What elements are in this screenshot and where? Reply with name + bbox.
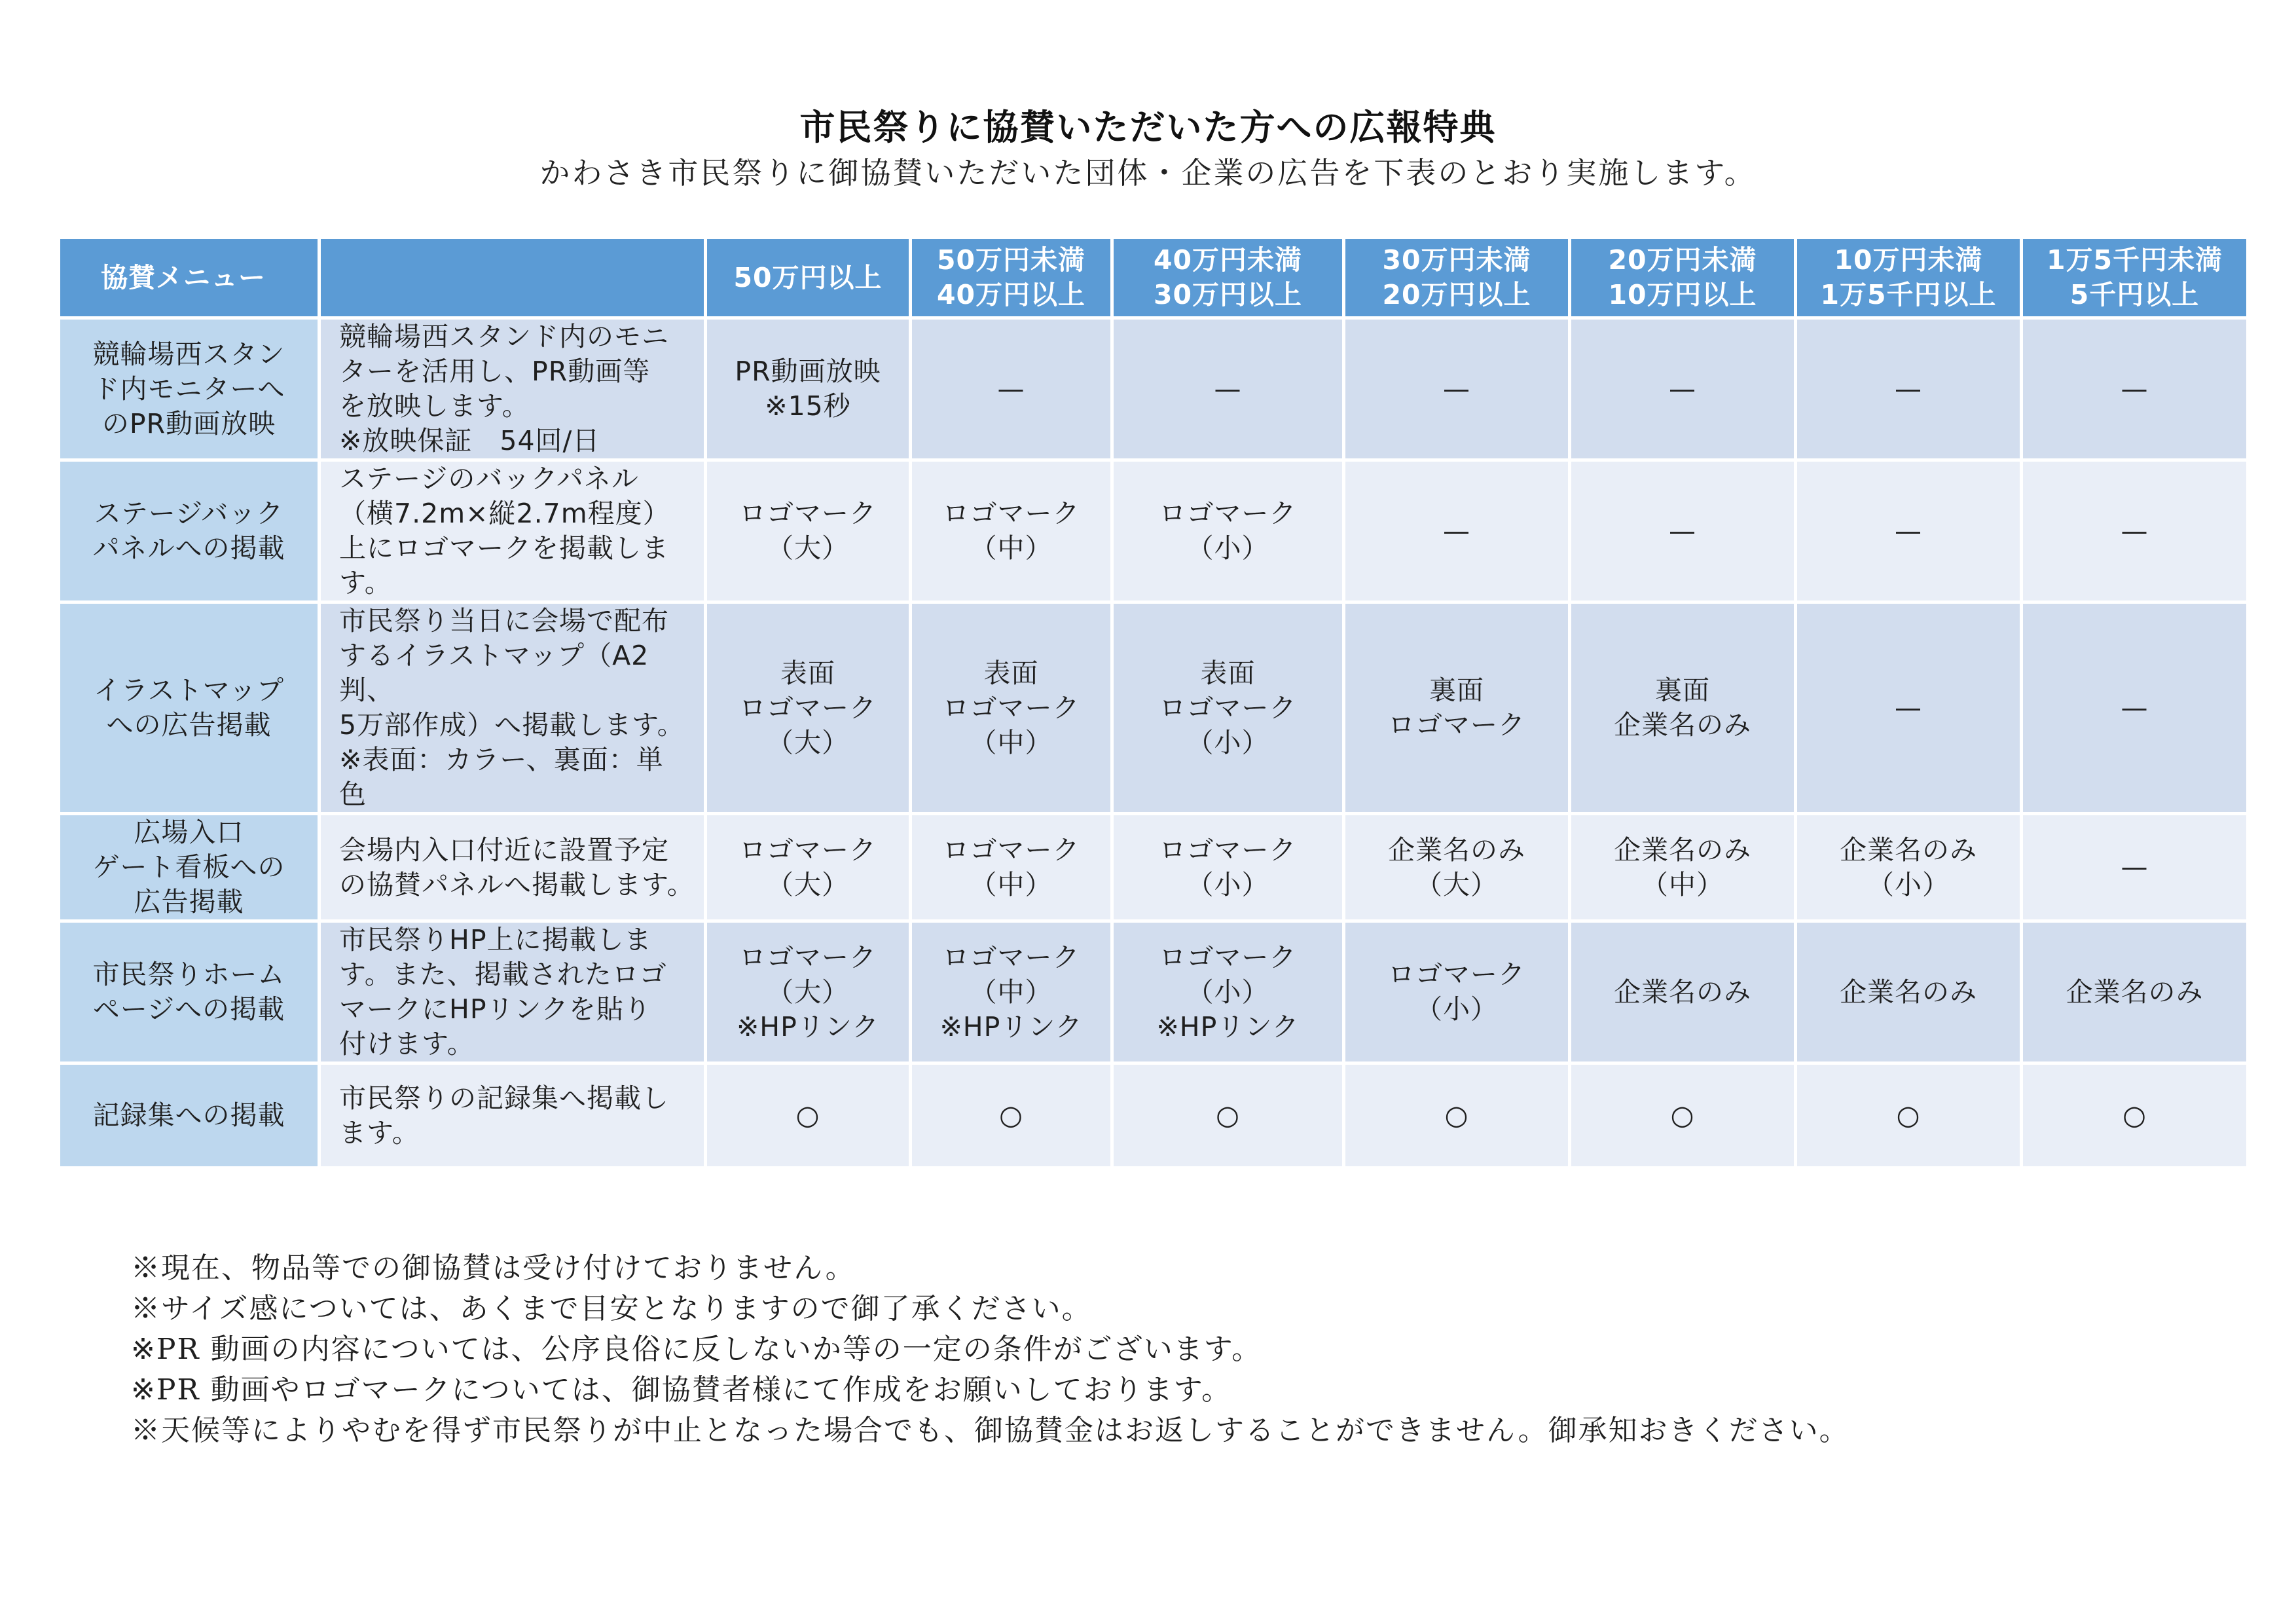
benefit-cell (1796, 814, 2022, 921)
benefit-line: ※HPリンク (939, 1010, 1083, 1043)
benefit-cell (1112, 460, 1344, 602)
benefit-cell (1112, 318, 1344, 460)
benefit-cell (2022, 814, 2248, 921)
benefit-line: — (1443, 515, 1470, 547)
description-line: ※表面：カラー、裏面：単 (339, 744, 664, 775)
benefit-line: ロゴマーク (1159, 941, 1297, 973)
description-line: の協賛パネルへ掲載します。 (339, 868, 695, 900)
benefit-line: — (2121, 851, 2149, 883)
benefit-line: （小） (1186, 726, 1269, 758)
header-tier-label: 10万円未満 (1834, 244, 1983, 276)
row-description (319, 460, 706, 602)
description-line: ※放映保証 54回/日 (339, 425, 600, 456)
description-line: 競輪場西スタンド内のモニ (339, 321, 669, 352)
menu-name-line: ド内モニターへ (92, 373, 285, 405)
benefit-line: 企業名のみ (1614, 976, 1751, 1008)
benefit-line: — (1895, 692, 1922, 724)
benefit-cell (1570, 814, 1796, 921)
menu-name-line: 広告掲載 (134, 886, 244, 917)
menu-name-line: 市民祭りホーム (92, 959, 285, 990)
description-line: す。 (339, 567, 392, 599)
benefit-line: ○ (1670, 1099, 1695, 1131)
benefit-cell (911, 921, 1112, 1063)
benefit-line: ロゴマーク (942, 498, 1080, 529)
benefit-cell (706, 921, 911, 1063)
header-tier (1112, 238, 1344, 318)
benefit-line: 表面 (983, 657, 1039, 689)
description-line: ステージのバックパネル (339, 463, 639, 494)
description-line: 会場内入口付近に設置予定 (339, 834, 669, 866)
benefit-cell (706, 318, 911, 460)
benefit-cell (911, 318, 1112, 460)
description-line: 色 (339, 779, 367, 810)
row-description (319, 602, 706, 814)
benefit-line: ○ (795, 1099, 820, 1131)
benefit-line: ロゴマーク (739, 834, 877, 866)
benefit-line: ○ (1896, 1099, 1921, 1131)
benefit-cell (1796, 318, 2022, 460)
header-sponsor-menu: 協賛メニュー (59, 238, 319, 318)
benefit-line: 表面 (780, 657, 835, 689)
benefit-cell (2022, 602, 2248, 814)
benefit-line: — (1895, 515, 1922, 547)
footnote: ※PR 動画の内容については、公序良俗に反しないか等の一定の条件がございます。 (131, 1333, 1262, 1366)
benefit-line: PR動画放映 (735, 356, 881, 387)
menu-name-line: ページへの掲載 (92, 993, 285, 1025)
description-line: 市民祭りの記録集へ掲載し (339, 1082, 669, 1114)
description-line: 市民祭りHP上に掲載しま (339, 924, 652, 955)
header-tier-label: 40万円未満 (1153, 244, 1303, 276)
benefit-cell (706, 602, 911, 814)
benefit-line: 裏面 (1429, 674, 1484, 706)
row-menu-name (59, 460, 319, 602)
header-tier-label: 20万円以上 (1382, 279, 1531, 310)
benefit-line: （大） (767, 976, 849, 1008)
benefit-line: 企業名のみ (1388, 834, 1525, 866)
benefit-line: ※HPリンク (1156, 1010, 1300, 1043)
benefit-line: — (2121, 692, 2149, 724)
benefit-cell (1112, 1063, 1344, 1168)
benefit-line: （中） (970, 726, 1053, 758)
benefit-line: — (1669, 373, 1696, 405)
page-subtitle: かわさき市民祭りに御協賛いただいた団体・企業の広告を下表のとおり実施します。 (539, 155, 1757, 191)
benefit-line: （大） (767, 868, 849, 900)
table-row (59, 460, 2248, 602)
table-row (59, 318, 2248, 460)
benefit-line: （中） (1641, 868, 1724, 900)
row-menu-name (59, 814, 319, 921)
header-tier (1344, 238, 1570, 318)
description-line: するイラストマップ（A2判、 (339, 640, 649, 706)
menu-name-line: ステージバック (94, 498, 284, 529)
benefit-line: ロゴマーク (942, 834, 1080, 866)
benefit-line: （中） (970, 976, 1053, 1008)
menu-name-line: 記録集への掲載 (92, 1099, 285, 1131)
benefit-cell (1344, 602, 1570, 814)
benefit-line: （小） (1867, 868, 1950, 900)
benefit-line: — (2121, 373, 2149, 405)
benefit-line: （大） (1415, 868, 1498, 900)
benefit-cell (1112, 602, 1344, 814)
menu-name-line: のPR動画放映 (101, 407, 276, 439)
menu-name-line: ゲート看板への (92, 851, 285, 883)
row-description (319, 318, 706, 460)
benefit-cell (2022, 318, 2248, 460)
header-tier (706, 238, 911, 318)
benefit-cell (1796, 921, 2022, 1063)
benefit-cell (1796, 1063, 2022, 1168)
description-line: 5万部作成）へ掲載します。 (339, 709, 685, 741)
header-tier-label: 30万円未満 (1382, 244, 1531, 276)
header-tier-label: 30万円以上 (1153, 279, 1303, 310)
header-tier-label: 50万円以上 (733, 261, 883, 293)
benefit-cell (1344, 814, 1570, 921)
benefit-line: 企業名のみ (1840, 976, 1977, 1008)
footnotes (131, 1248, 2226, 1451)
benefit-cell (1570, 1063, 1796, 1168)
benefit-line: （中） (970, 532, 1053, 564)
benefit-line: 企業名のみ (2066, 976, 2204, 1008)
benefit-line: （小） (1186, 976, 1269, 1008)
benefit-cell (911, 1063, 1112, 1168)
benefit-cell (2022, 1063, 2248, 1168)
menu-name-line: 広場入口 (134, 817, 244, 848)
benefit-cell (1112, 921, 1344, 1063)
benefit-cell (706, 460, 911, 602)
table-header-row (59, 238, 2248, 318)
benefit-cell (2022, 921, 2248, 1063)
description-line: ます。 (339, 1116, 420, 1149)
table-body (59, 318, 2248, 1168)
benefit-cell (1570, 921, 1796, 1063)
sponsorship-benefits-table (57, 236, 2250, 1170)
footnote: ※PR 動画やロゴマークについては、御協賛者様にて作成をお願いしております。 (131, 1373, 1232, 1407)
description-line: マークにHPリンクを貼り (339, 993, 651, 1025)
benefit-line: — (1895, 373, 1922, 405)
table-row (59, 921, 2248, 1063)
benefit-line: 企業名のみ (1614, 709, 1751, 741)
menu-name-line: 競輪場西スタン (92, 338, 285, 370)
header-tier (2022, 238, 2248, 318)
row-menu-name (59, 1063, 319, 1168)
benefit-cell (706, 1063, 911, 1168)
benefit-line: ○ (2123, 1099, 2147, 1131)
header-tier-label: 10万円以上 (1608, 279, 1757, 310)
benefit-line: （小） (1186, 532, 1269, 564)
benefit-line: ロゴマーク (1388, 709, 1525, 741)
benefit-line: ○ (1216, 1099, 1240, 1131)
benefit-line: — (1669, 515, 1696, 547)
description-line: 上にロゴマークを掲載しま (339, 532, 669, 564)
benefit-line: （小） (1415, 993, 1498, 1025)
benefit-line: — (1443, 373, 1470, 405)
footnote: ※現在、物品等での御協賛は受け付けておりません。 (131, 1251, 856, 1285)
benefit-cell (1344, 1063, 1570, 1168)
table-row (59, 1063, 2248, 1168)
benefit-line: ロゴマーク (1159, 834, 1297, 866)
benefit-line: 表面 (1200, 657, 1256, 689)
benefit-cell (1112, 814, 1344, 921)
benefit-cell (1344, 318, 1570, 460)
description-line: ターを活用し、PR動画等 (339, 356, 651, 387)
header-tier (1570, 238, 1796, 318)
benefit-line: ※HPリンク (736, 1010, 880, 1043)
benefit-cell (1344, 460, 1570, 602)
benefit-line: ○ (1444, 1099, 1469, 1131)
row-description (319, 814, 706, 921)
header-tier (911, 238, 1112, 318)
benefit-line: — (1214, 373, 1242, 405)
benefit-line: ロゴマーク (942, 692, 1080, 724)
benefit-cell (1570, 602, 1796, 814)
benefit-cell (911, 602, 1112, 814)
benefit-cell (2022, 460, 2248, 602)
benefit-line: ロゴマーク (739, 498, 877, 529)
header-tier-label: 20万円未満 (1608, 244, 1757, 276)
table-row (59, 602, 2248, 814)
benefit-line: ロゴマーク (1388, 959, 1525, 990)
benefit-line: 裏面 (1655, 674, 1710, 706)
benefit-line: （小） (1186, 868, 1269, 900)
row-description (319, 1063, 706, 1168)
benefit-line: ロゴマーク (1159, 692, 1297, 724)
benefit-line: ○ (999, 1099, 1023, 1131)
header-description (319, 238, 706, 318)
footnote: ※サイズ感については、あくまで目安となりますので御了承ください。 (131, 1292, 1092, 1325)
description-line: （横7.2m×縦2.7m程度） (339, 498, 670, 529)
benefit-line: （大） (767, 726, 849, 758)
row-menu-name (59, 602, 319, 814)
description-line: を放映します。 (339, 390, 530, 422)
description-line: す。また、掲載されたロゴ (339, 959, 667, 990)
header-tier-label: 1万5千円未満 (2046, 244, 2223, 276)
benefit-cell (1570, 318, 1796, 460)
header-tier-label: 40万円以上 (936, 279, 1086, 310)
menu-name-line: パネルへの掲載 (92, 532, 285, 564)
benefit-line: — (2121, 515, 2149, 547)
benefit-line: （中） (970, 868, 1053, 900)
benefit-cell (1570, 460, 1796, 602)
header-tier-label: 1万5千円以上 (1820, 279, 1997, 310)
benefit-line: ロゴマーク (739, 692, 877, 724)
benefit-line: 企業名のみ (1840, 834, 1977, 866)
benefit-cell (1344, 921, 1570, 1063)
benefit-cell (911, 460, 1112, 602)
benefit-cell (1796, 460, 2022, 602)
page-title: 市民祭りに協賛いただいた方への広報特典 (799, 107, 1497, 148)
row-menu-name (59, 318, 319, 460)
benefit-line: （大） (767, 532, 849, 564)
benefit-line: ロゴマーク (739, 941, 877, 973)
header-tier-label: 5千円以上 (2069, 279, 2200, 310)
row-menu-name (59, 921, 319, 1063)
benefit-cell (911, 814, 1112, 921)
benefit-line: ロゴマーク (1159, 498, 1297, 529)
header-tier (1796, 238, 2022, 318)
benefit-cell (706, 814, 911, 921)
table-row (59, 814, 2248, 921)
benefit-line: ロゴマーク (942, 941, 1080, 973)
benefit-cell (1796, 602, 2022, 814)
header-tier-label: 50万円未満 (936, 244, 1086, 276)
benefit-line: — (997, 373, 1025, 405)
menu-name-line: への広告掲載 (106, 709, 272, 741)
description-line: 市民祭り当日に会場で配布 (339, 605, 669, 637)
description-line: 付けます。 (339, 1028, 475, 1060)
row-description (319, 921, 706, 1063)
benefit-line: 企業名のみ (1614, 834, 1751, 866)
footnote: ※天候等によりやむを得ず市民祭りが中止となった場合でも、御協賛金はお返しすることができません。御承知おきください。 (131, 1414, 1850, 1447)
benefit-line: ※15秒 (765, 390, 851, 422)
menu-name-line: イラストマップ (93, 674, 285, 706)
